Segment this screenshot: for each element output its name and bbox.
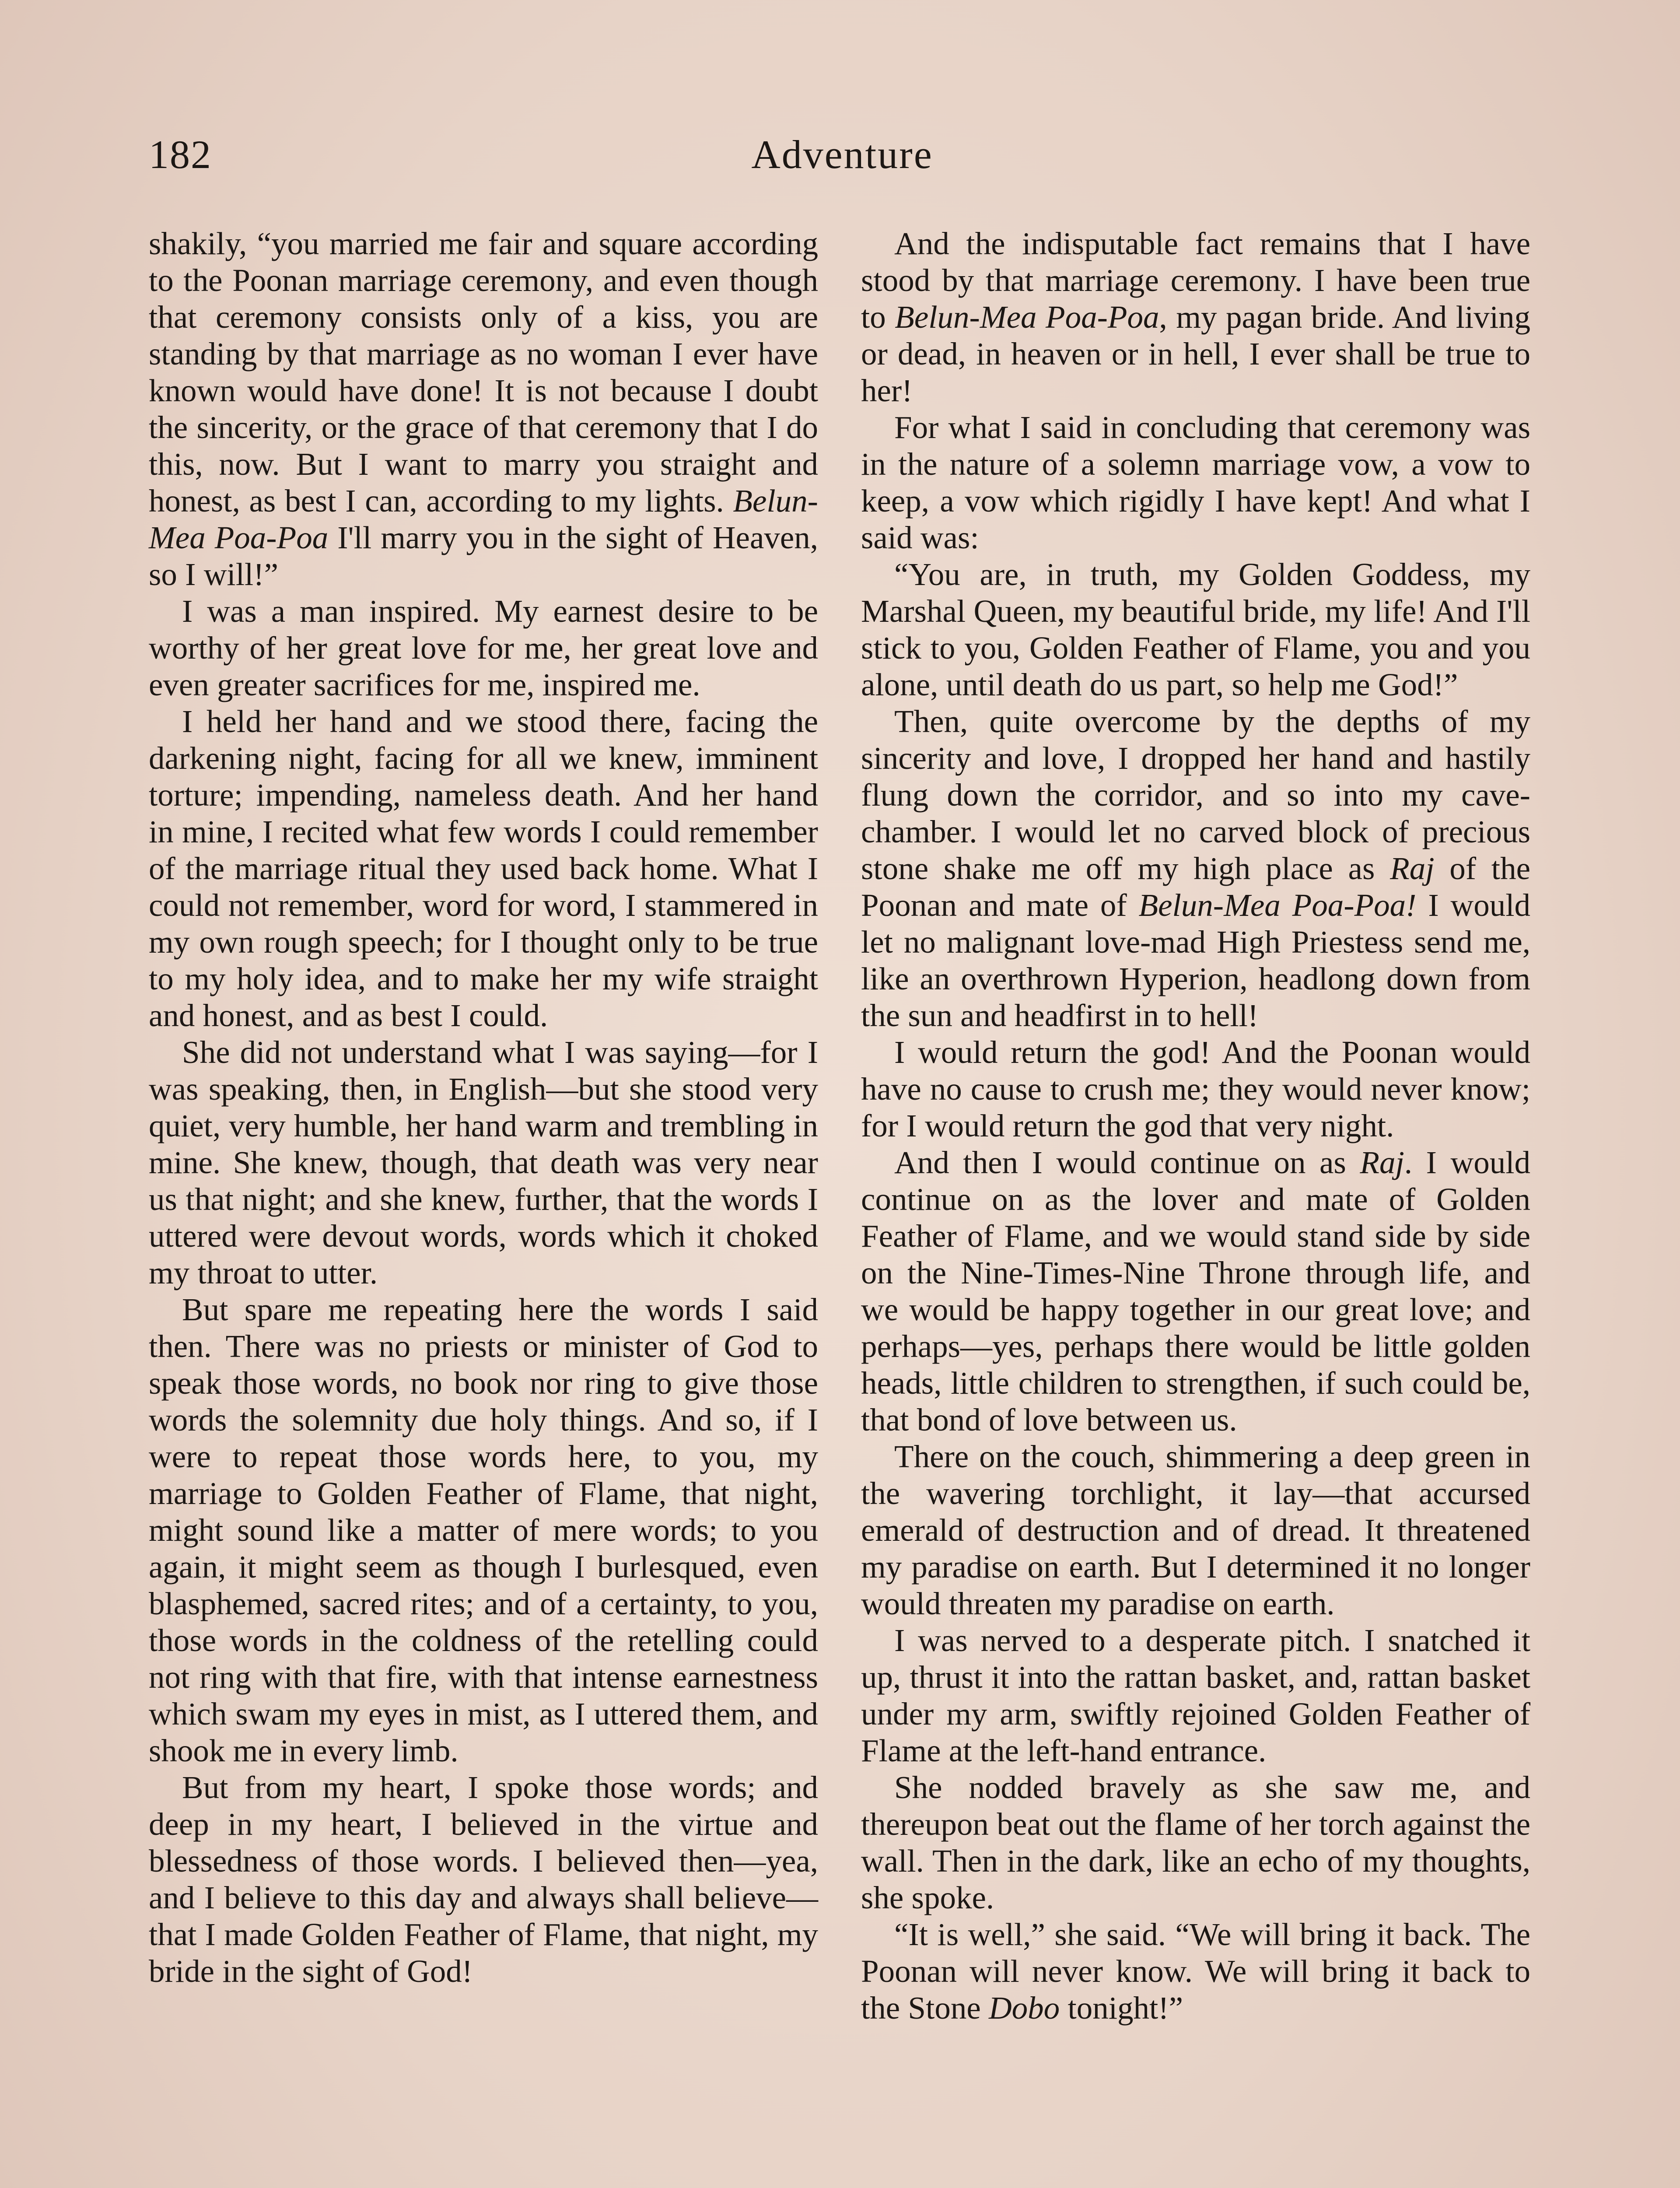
paragraph: There on the couch, shimmering a deep green in the wavering torchlight, it lay—that accursed emerald of destruction and of dread. It threatened my paradise on earth. But I determined it no longer would threaten my paradise on earth. — [861, 1439, 1530, 1621]
left-column — [149, 225, 818, 1990]
paragraph: I held her hand and we stood there, facing the darkening night, facing for all we knew, imminent torture; impending, nameless death. And her hand in mine, I recited what few words I could remember of the marriage ritual they used back home. What I could not remember, word for word, I stammered in my own rough speech; for I thought only to be true to my holy idea, and to make her my wife straight and honest, and as best I could. — [149, 704, 818, 1033]
paragraph: And the indisputable fact remains that I have stood by that marriage ceremony. I have been true to Belun-Mea Poa-Poa, my pagan bride. And living or dead, in heaven or in hell, I ever shall be true to her! — [861, 226, 1530, 408]
paragraph: I was a man inspired. My earnest desire to be worthy of her great love for me, her great love and even greater sacrifices for me, inspired me. — [149, 593, 818, 702]
right-column — [861, 225, 1530, 2027]
paragraph: And then I would continue on as Raj. I would continue on as the lover and mate of Golden Feather of Flame, and we would stand side by side on the Nine-Times-Nine Throne through life, and we would be happy together in our great love; and perhaps—yes, perhaps there would be little golden heads, little children to strengthen, if such could be, that bond of love between us. — [861, 1145, 1531, 1438]
running-title: Adventure — [751, 132, 933, 177]
page-header — [149, 131, 1536, 179]
paragraph: But from my heart, I spoke those words; and deep in my heart, I believed in the virtue and blessedness of those words. I believed then—yea, and I believe to this day and always shall believe—that I made Golden Feather of Flame, that night, my bride in the sight of God! — [149, 1770, 818, 1989]
paragraph: She nodded bravely as she saw me, and thereupon beat out the flame of her torch against the wall. Then in the dark, like an echo of my thoughts, she spoke. — [861, 1770, 1530, 1915]
paragraph: She did not understand what I was saying—for I was speaking, then, in English—but she stood very quiet, very humble, her hand warm and trembling in mine. She knew, though, that death was very near us that night; and she knew, further, that the words I uttered were devout words, words which it choked my throat to utter. — [149, 1034, 818, 1290]
paragraph: I was nerved to a desperate pitch. I snatched it up, thrust it into the rattan basket, and, rattan basket under my arm, swiftly rejoined Golden Feather of Flame at the left-hand entrance. — [861, 1623, 1530, 1768]
page-number: 182 — [149, 132, 212, 177]
paragraph: “It is well,” she said. “We will bring it back. The Poonan will never know. We will bring it back to the Stone Dobo tonight!” — [861, 1917, 1530, 2026]
paragraph: For what I said in concluding that ceremony was in the nature of a solemn marriage vow, a vow to keep, a vow which rigidly I have kept! And what I said was: — [861, 410, 1530, 555]
paragraph: Then, quite overcome by the depths of my sincerity and love, I dropped her hand and hastily flung down the corridor, and so into my cave-chamber. I would let no carved block of precious stone shake me off my high place as Raj of the Poonan and mate of Belun-Mea Poa-Poa! I would let no malignant love-mad High Priestess send me, like an overthrown Hyperion, headlong down from the sun and headfirst in to hell! — [861, 704, 1530, 1033]
paragraph: shakily, “you married me fair and square according to the Poonan marriage ceremony, and even though that ceremony consists only of a kiss, you are standing by that marriage as no woman I ever have known would have done! It is not because I doubt the sincerity, or the grace of that ceremony that I do this, now. But I want to marry you straight and honest, as best I can, according to my lights. Belun-Mea Poa-Poa I'll marry you in the sight of Heaven, so I will!” — [149, 226, 819, 592]
paragraph: I would return the god! And the Poonan would have no cause to crush me; they would never know; for I would return the god that very night. — [861, 1034, 1530, 1143]
paragraph: “You are, in truth, my Golden Goddess, my Marshal Queen, my beautiful bride, my life! And I'll stick to you, Golden Feather of Flame, you and you alone, until death do us part, so help me God!” — [861, 557, 1530, 702]
paragraph: But spare me repeating here the words I said then. There was no priests or minister of God to speak those words, no book nor ring to give those words the solemnity due holy things. And so, if I were to repeat those words here, to you, my marriage to Golden Feather of Flame, that night, might sound like a matter of mere words; to you again, it might seem as though I burlesqued, even blasphemed, sacred rites; and of a certainty, to you, those words in the coldness of the retelling could not ring with that fire, with that intense earnestness which swam my eyes in mist, as I uttered them, and shook me in every limb. — [149, 1292, 818, 1768]
